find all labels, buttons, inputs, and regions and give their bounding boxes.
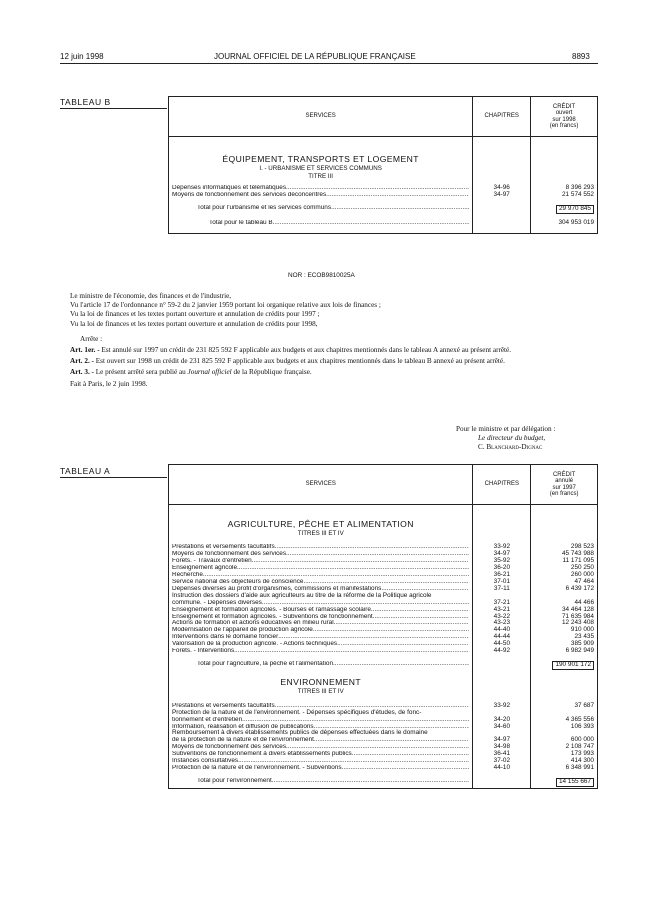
- tableau-a-label-rule: [60, 477, 167, 478]
- col-header-chapitres: CHAPITRES: [473, 97, 531, 137]
- row-credit: 71 635 984: [531, 614, 598, 621]
- row-credit: 44 466: [531, 600, 598, 607]
- table-row: [169, 551, 598, 558]
- table-row: [169, 751, 598, 758]
- row-chapitre: 34-60: [473, 724, 531, 731]
- row-label: Modernisation de l'appareil de production agricole .....: [172, 627, 469, 634]
- tableau-b-label-rule: [60, 108, 167, 109]
- vu-line: Vu l'article 17 de l'ordonnance n° 59-2 du 2 janvier 1959 portant loi organique relative aux lois de finances ;: [70, 301, 381, 310]
- row-credit: 23 435: [531, 634, 598, 641]
- row-chapitre: 34-20: [473, 717, 531, 724]
- row-label: Information, réalisation et diffusion de publications .....: [172, 724, 469, 731]
- vu-line: Vu la loi de finances et les textes portant ouverture et annulation de crédits pour 1998,: [70, 319, 318, 328]
- row-credit: 385 909: [531, 641, 598, 648]
- row-label: Enseignement et formation agricoles. - Bourses et ramassage scolaire .....: [172, 607, 469, 614]
- row-chapitre: 44-44: [473, 634, 531, 641]
- row-label: Subventions de fonctionnement à divers établissements publics .....: [172, 751, 469, 758]
- col-header-chapitres: CHAPITRES: [473, 465, 531, 505]
- agriculture-rows: [169, 544, 598, 655]
- row-credit: 910 000: [531, 627, 598, 634]
- row-credit: 106 393: [531, 724, 598, 731]
- intro-text: Le ministre de l'économie, des finances et de l'industrie,: [70, 292, 232, 300]
- row-label: Recherche .....: [172, 572, 469, 579]
- table-row: [169, 607, 598, 614]
- row-credit: 4 365 556: [531, 717, 598, 724]
- row-chapitre: 33-92: [473, 544, 531, 551]
- row-chapitre: 36-20: [473, 565, 531, 572]
- table-row: [169, 600, 598, 607]
- row-label: Valorisation de la production agricole. - Actions techniques .....: [172, 641, 469, 648]
- table-row: [169, 634, 598, 641]
- row-credit: 414 300: [531, 758, 598, 765]
- row-label: Enseignement agricole .....: [172, 565, 469, 572]
- row-credit: 6 348 991: [531, 765, 598, 772]
- nor-reference: NOR : ECOB9810025A: [288, 272, 355, 279]
- row-chapitre: 34-98: [473, 744, 531, 751]
- section-title: ÉQUIPEMENT, TRANSPORTS ET LOGEMENT: [169, 155, 473, 164]
- tableau-b: [168, 96, 598, 234]
- table-row: [169, 737, 598, 744]
- header-rule: [60, 63, 598, 64]
- row-chapitre: 37-11: [473, 586, 531, 593]
- table-row: [169, 579, 598, 586]
- row-credit: 12 243 408: [531, 620, 598, 627]
- row-chapitre: 44-40: [473, 627, 531, 634]
- row-credit: 34 464 128: [531, 607, 598, 614]
- table-row: [169, 586, 598, 593]
- row-label: de la protection de la nature et de l'environnement .....: [172, 737, 469, 744]
- row-label: Moyens de fonctionnement des services .....: [172, 744, 469, 751]
- titre-heading: TITRE III: [169, 172, 473, 185]
- row-credit: 6 439 172: [531, 586, 598, 593]
- table-row: [169, 544, 598, 551]
- row-label: Instances consultatives .....: [172, 758, 469, 765]
- environnement-rows: [169, 703, 598, 772]
- arrete-heading: Arrête :: [80, 334, 103, 343]
- table-row: [169, 641, 598, 648]
- table-row: [169, 730, 598, 737]
- row-label: Forêts. - Interventions .....: [172, 648, 469, 655]
- row-chapitre: 43-21: [473, 607, 531, 614]
- row-label: commune. - Dépenses diverses .....: [172, 600, 469, 607]
- total-row: Total pour l'agriculture, la pêche et l'alimentation ..... 190 901 172: [169, 661, 598, 670]
- article-3: Art. 3. - Le présent arrêté sera publié au Journal officiel de la République française.: [70, 368, 312, 377]
- row-credit: 260 000: [531, 572, 598, 579]
- row-credit: 173 993: [531, 751, 598, 758]
- signature-block: Pour le ministre et par délégation : Le directeur du budget, C. Blanchard-Dignac: [456, 425, 556, 452]
- table-row: [169, 593, 598, 600]
- table-row: [169, 565, 598, 572]
- row-credit: 2 108 747: [531, 744, 598, 751]
- titres-heading: TITRES III ET IV: [169, 529, 473, 545]
- row-credit: 11 171 095: [531, 558, 598, 565]
- row-chapitre: 43-23: [473, 620, 531, 627]
- row-credit: 250 250: [531, 565, 598, 572]
- row-credit: 298 523: [531, 544, 598, 551]
- row-label: Moyens de fonctionnement des services .....: [172, 551, 469, 558]
- table-row: [169, 717, 598, 724]
- row-chapitre: 44-92: [473, 648, 531, 655]
- table-row: [169, 710, 598, 717]
- row-label: Prestations et versements facultatifs .....: [172, 703, 469, 710]
- table-row: Dépenses informatiques et télématiques ..... 34-96 8 396 293: [169, 185, 598, 192]
- row-chapitre: 34-97: [473, 551, 531, 558]
- section-title-environnement: ENVIRONNEMENT: [169, 678, 473, 687]
- titres-heading: TITRES III ET IV: [169, 687, 473, 703]
- tableau-a-label: TABLEAU A: [60, 466, 111, 476]
- row-label: Protection de la nature et de l'environnement. - Subventions .....: [172, 765, 469, 772]
- row-label: Prestations et versements facultatifs .....: [172, 544, 469, 551]
- fait-a-paris: Fait à Paris, le 2 juin 1998.: [70, 379, 148, 388]
- table-row: [169, 558, 598, 565]
- row-chapitre: 35-92: [473, 558, 531, 565]
- row-chapitre: 37-01: [473, 579, 531, 586]
- table-row: [169, 648, 598, 655]
- col-header-credit: CRÉDIT annulé sur 1997 (en francs): [531, 465, 598, 505]
- header-date: 12 juin 1998: [60, 52, 104, 61]
- article-1: Art. 1er. - Est annulé sur 1997 un crédit de 231 825 592 F applicable aux budgets et aux chapitres mentionnés dans le tableau A annexé au présent arrêté.: [70, 346, 512, 355]
- table-row: [169, 765, 598, 772]
- row-label: Actions de formation et actions éducatives en milieu rural .....: [172, 620, 469, 627]
- row-chapitre: 44-50: [473, 641, 531, 648]
- row-credit: 6 982 949: [531, 648, 598, 655]
- row-chapitre: 34-97: [473, 737, 531, 744]
- table-row: [169, 703, 598, 710]
- table-row: [169, 614, 598, 621]
- total-row: Total pour l'environnement ..... 14 155 667: [169, 778, 598, 788]
- row-credit: 37 687: [531, 703, 598, 710]
- header-journal-title: JOURNAL OFFICIEL DE LA RÉPUBLIQUE FRANÇAISE: [214, 52, 416, 61]
- grand-total-row: Total pour le tableau B ..... 304 953 019: [169, 220, 598, 233]
- row-label: Interventions dans le domaine foncier .....: [172, 634, 469, 641]
- table-row: Moyens de fonctionnement des services déconcentrés ..... 34-97 21 574 552: [169, 192, 598, 199]
- row-label: Protection de la nature et de l'environnement. - Dépenses spécifiques d'études, de fonc-: [172, 708, 422, 716]
- arrete-body: [60, 292, 598, 389]
- row-label: Enseignement et formation agricoles. - Subventions de fonctionnement .....: [172, 614, 469, 621]
- total-row: Total pour l'urbanisme et les services communs ..... 29 970 845: [169, 205, 598, 214]
- row-chapitre: 44-10: [473, 765, 531, 772]
- row-label: tionnement et d'entretien .....: [172, 717, 469, 724]
- col-header-credit: CRÉDIT ouvert sur 1998 (en francs): [531, 97, 598, 137]
- row-label: Service national des objecteurs de conscience .....: [172, 579, 469, 586]
- vu-line: Vu la loi de finances et les textes portant ouverture et annulation de crédits pour 1997 ;: [70, 310, 320, 319]
- row-chapitre: 33-92: [473, 703, 531, 710]
- row-chapitre: 36-21: [473, 572, 531, 579]
- row-chapitre: 37-21: [473, 600, 531, 607]
- row-credit: 45 743 988: [531, 551, 598, 558]
- row-label: Forêts. - Travaux d'entretien .....: [172, 558, 469, 565]
- tableau-b-label: TABLEAU B: [60, 97, 111, 107]
- row-chapitre: 37-02: [473, 758, 531, 765]
- section-title-agriculture: AGRICULTURE, PÊCHE ET ALIMENTATION: [169, 520, 473, 529]
- row-label: Instruction des dossiers d'aide aux agriculteurs au titre de la réforme de la Politique agricole: [172, 591, 432, 599]
- row-label: Remboursement à divers établissements publics de dépenses effectuées dans le domaine: [172, 729, 428, 737]
- table-row: [169, 620, 598, 627]
- table-row: [169, 572, 598, 579]
- table-row: [169, 627, 598, 634]
- table-row: [169, 758, 598, 765]
- col-header-services: SERVICES: [169, 465, 473, 505]
- table-row: [169, 744, 598, 751]
- header-page-number: 8893: [572, 52, 590, 61]
- row-label: Dépenses diverses au profit d'organismes, commissions et manifestations .....: [172, 586, 469, 593]
- row-chapitre: 36-41: [473, 751, 531, 758]
- row-credit: 600 000: [531, 737, 598, 744]
- row-credit: 47 464: [531, 579, 598, 586]
- row-chapitre: 43-22: [473, 614, 531, 621]
- article-2: Art. 2. - Est ouvert sur 1998 un crédit de 231 825 592 F applicable aux budgets et aux chapitres mentionnés dans le tableau B annexé au présent arrêté.: [70, 357, 505, 366]
- tableau-a: [168, 464, 598, 789]
- subsection-title: I. - URBANISME ET SERVICES COMMUNS: [169, 164, 473, 173]
- col-header-services: SERVICES: [169, 97, 473, 137]
- table-row: [169, 724, 598, 731]
